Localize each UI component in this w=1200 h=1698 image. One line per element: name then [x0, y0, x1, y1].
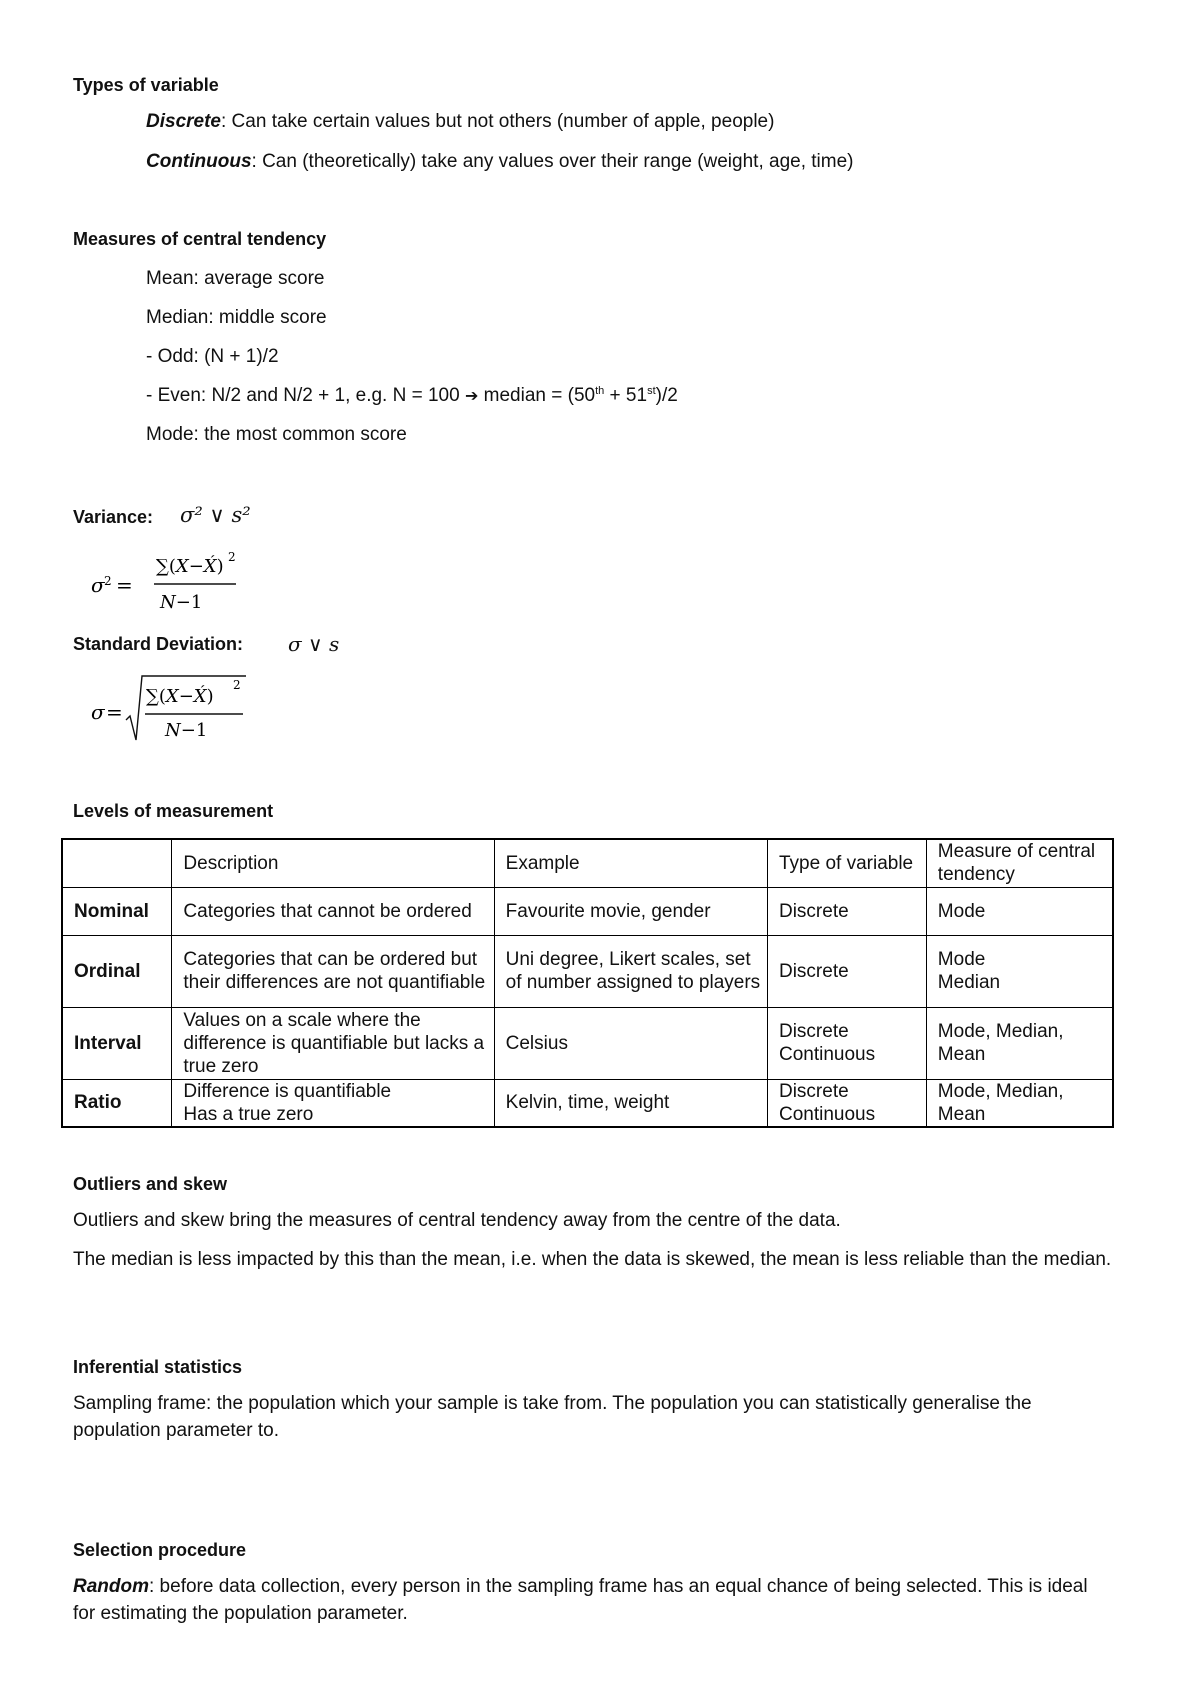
- table-cell: [926, 935, 1113, 1007]
- sd-formula: [88, 672, 258, 744]
- table-row: [62, 1007, 1113, 1079]
- sd-formula-exp: 2: [233, 678, 241, 692]
- types-heading: Types of variable: [73, 75, 219, 95]
- variance-formula-denominator: N−1: [160, 592, 203, 613]
- mode-line: Mode: the most common score: [146, 424, 407, 445]
- cell-line: Mode: [937, 949, 986, 970]
- table-cell: Kelvin, time, weight: [494, 1079, 767, 1127]
- table-row: [62, 935, 1113, 1007]
- cell-line: Median: [937, 972, 1001, 993]
- continuous-definition: [146, 151, 853, 173]
- table-cell: Mode, Median, Mean: [926, 1007, 1113, 1079]
- arrow-icon: ➔: [464, 386, 479, 405]
- discrete-definition: [146, 111, 774, 133]
- sd-formula-denominator: N−1: [165, 720, 208, 741]
- table-cell: Values on a scale where the difference is quantifiable but lacks a true zero: [172, 1007, 494, 1079]
- sd-symbols: σ ∨ s: [288, 632, 340, 656]
- row-label: Interval: [62, 1007, 172, 1079]
- inferential-heading: Inferential statistics: [73, 1357, 243, 1377]
- table-header-cell: Description: [172, 839, 494, 887]
- table-cell: Celsius: [494, 1007, 767, 1079]
- cell-line: Has a true zero: [183, 1103, 314, 1125]
- sd-formula-numerator: ∑(X−X́): [146, 686, 214, 707]
- variance-formula-lhs: σ: [91, 573, 105, 597]
- variance-formula: [88, 548, 248, 616]
- sd-heading: Standard Deviation:: [73, 634, 244, 654]
- cell-line: Continuous: [778, 1044, 876, 1065]
- continuous-term: Continuous: [146, 151, 252, 172]
- random-term: Random: [73, 1576, 149, 1597]
- even-mid: median = (50: [478, 385, 596, 406]
- sd-formula-lhs: σ: [91, 700, 105, 724]
- even-plus: + 51: [604, 385, 648, 406]
- selection-heading: Selection procedure: [73, 1540, 247, 1560]
- random-text: : before data collection, every person in the sampling frame has an equal chance of being selected. This is ideal for estimating the population parameter.: [73, 1576, 1088, 1624]
- central-heading: Measures of central tendency: [73, 229, 327, 249]
- outliers-paragraph-2: The median is less impacted by this than the mean, i.e. when the data is skewed, the mean is less reliable than the median.: [73, 1249, 1112, 1270]
- even-line: [146, 385, 678, 407]
- row-label: Nominal: [62, 887, 172, 935]
- cell-line: Discrete: [778, 1080, 849, 1102]
- sd-formula-equals: =: [106, 700, 123, 724]
- table-cell: Favourite movie, gender: [494, 887, 767, 935]
- discrete-term: Discrete: [146, 111, 221, 132]
- table-cell: Categories that can be ordered but their differences are not quantifiable: [172, 935, 494, 1007]
- outliers-paragraph-1: Outliers and skew bring the measures of central tendency away from the centre of the data.: [73, 1210, 841, 1231]
- table-header-cell: Type of variable: [767, 839, 926, 887]
- cell-line: Discrete: [778, 1021, 849, 1042]
- levels-heading: Levels of measurement: [73, 801, 274, 821]
- table-cell: [767, 1007, 926, 1079]
- random-paragraph: [73, 1573, 1113, 1627]
- variance-symbols: σ² ∨ s²: [180, 503, 251, 527]
- row-label: Ratio: [62, 1079, 172, 1127]
- table-cell: Categories that cannot be ordered: [172, 887, 494, 935]
- table-cell: Discrete: [767, 887, 926, 935]
- levels-table: [61, 838, 1114, 1128]
- variance-formula-numerator: ∑(X−X́): [156, 556, 224, 577]
- mean-line: Mean: average score: [146, 268, 325, 289]
- median-line: Median: middle score: [146, 307, 327, 328]
- even-prefix: - Even: N/2 and N/2 + 1, e.g. N = 100: [146, 385, 465, 406]
- superscript-st: st: [647, 385, 656, 397]
- variance-formula-equals: =: [116, 573, 133, 597]
- table-cell: [172, 1079, 494, 1127]
- superscript-th: th: [595, 385, 605, 397]
- odd-line: - Odd: (N + 1)/2: [146, 346, 279, 367]
- outliers-heading: Outliers and skew: [73, 1174, 228, 1194]
- table-cell: Mode, Median, Mean: [926, 1079, 1113, 1127]
- table-header-cell: Measure of central tendency: [926, 839, 1113, 887]
- table-cell: Uni degree, Likert scales, set of number assigned to players: [494, 935, 767, 1007]
- cell-line: Difference is quantifiable: [183, 1080, 392, 1102]
- inferential-paragraph: Sampling frame: the population which your sample is take from. The population you can statistically generalise the population parameter to.: [73, 1393, 1032, 1441]
- variance-formula-lhs-exp: 2: [104, 574, 112, 588]
- variance-formula-exp: 2: [228, 550, 236, 564]
- table-cell: Discrete: [767, 935, 926, 1007]
- table-cell: Mode: [926, 887, 1113, 935]
- table-header-cell: Example: [494, 839, 767, 887]
- row-label: Ordinal: [62, 935, 172, 1007]
- table-row: [62, 1079, 1113, 1127]
- table-cell: [767, 1079, 926, 1127]
- continuous-text: : Can (theoretically) take any values over their range (weight, age, time): [251, 151, 854, 172]
- cell-line: Continuous: [778, 1103, 876, 1125]
- discrete-text: : Can take certain values but not others (number of apple, people): [221, 111, 775, 132]
- table-header-cell: [62, 839, 172, 887]
- even-end: )/2: [655, 385, 678, 406]
- table-header-row: [62, 839, 1113, 887]
- variance-heading: Variance:: [73, 507, 154, 527]
- table-row: [62, 887, 1113, 935]
